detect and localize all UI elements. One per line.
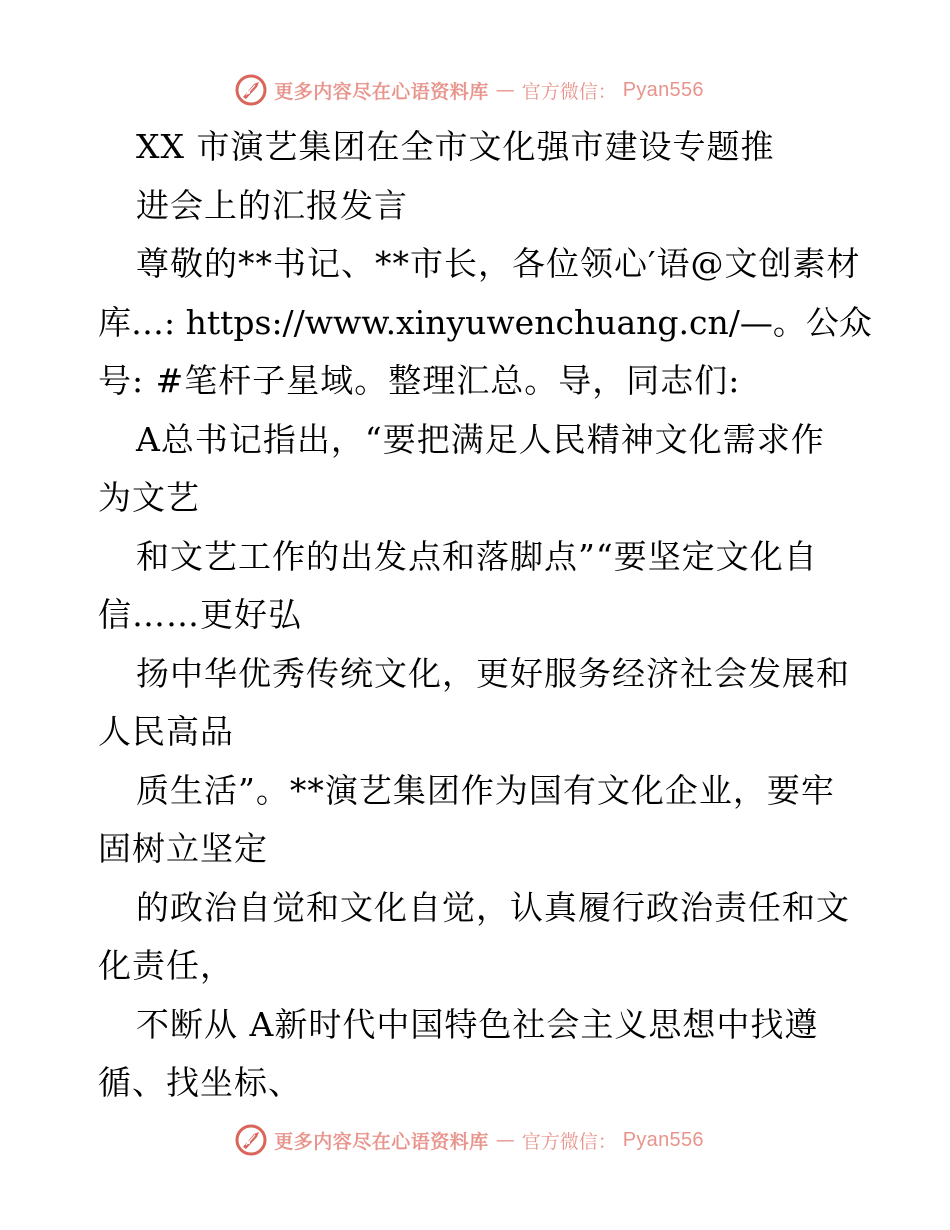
text-line: 为文艺 — [98, 478, 200, 517]
banner-site-text: 更多内容尽在心语资料库 — [274, 80, 489, 103]
text-line: A总书记指出，“要把满足人民精神文化需求作 — [136, 419, 825, 459]
header-watermark-banner — [0, 70, 950, 110]
text-line: 库…: https://www.xinyuwenchuang.cn/—。公众 — [98, 302, 872, 342]
text-line: 的政治自觉和文化自觉，认真履行政治责任和文 — [136, 887, 850, 927]
text-line: 号: #笔杆子星域。整理汇总。导，同志们: — [98, 361, 741, 400]
text-line: 和文艺工作的出发点和落脚点”“要坚定文化自 — [136, 536, 818, 576]
banner-content — [234, 73, 704, 107]
banner-wechat-id: Pyan556 — [622, 78, 704, 101]
text-line: 扬中华优秀传统文化，更好服务经济社会发展和 — [136, 653, 850, 693]
banner-wechat-label: 官方微信： — [521, 1130, 617, 1153]
title-line-2: 进会上的汇报发言 — [136, 185, 408, 225]
banner-content — [234, 1123, 704, 1157]
pen-nib-logo-icon — [234, 1123, 268, 1157]
text-line: 信……更好弘 — [98, 595, 302, 634]
banner-dash: — — [495, 79, 515, 101]
banner-site-text: 更多内容尽在心语资料库 — [274, 1130, 489, 1153]
pen-nib-logo-icon — [234, 73, 268, 107]
document-body — [98, 118, 872, 1113]
text-line: 循、找坐标、 — [98, 1063, 302, 1102]
text-line: 尊敬的**书记、**市长，各位领心′语@文创素材 — [136, 244, 861, 283]
footer-watermark-banner — [0, 1120, 950, 1160]
banner-wechat-label: 官方微信： — [521, 80, 617, 103]
text-line: 质生活”。**演艺集团作为国有文化企业，要牢 — [136, 770, 835, 810]
text-line: 化责任， — [98, 946, 234, 985]
text-line: 固树立坚定 — [98, 829, 268, 868]
text-line: 人民高品 — [98, 712, 234, 751]
title-line-1: XX 市演艺集团在全市文化强市建设专题推 — [136, 127, 775, 166]
banner-wechat-id: Pyan556 — [622, 1128, 704, 1151]
banner-dash: — — [495, 1129, 515, 1151]
text-line: 不断从 A新时代中国特色社会主义思想中找遵 — [136, 1004, 819, 1044]
